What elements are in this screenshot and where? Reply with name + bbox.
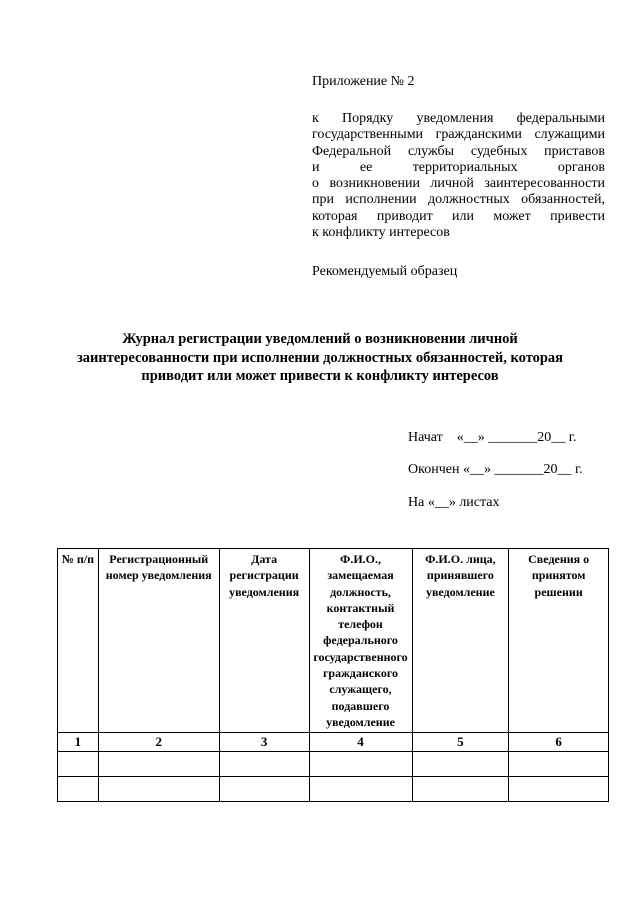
header-cell-registration-number: Регистрационный номер уведомления (98, 549, 219, 733)
table-cell (58, 777, 99, 802)
table-column-numbers-row (58, 733, 609, 752)
table-cell (219, 777, 309, 802)
column-number: 4 (309, 733, 412, 752)
appendix-line: при исполнении должностных обязанностей, (312, 192, 605, 208)
table-header-row (58, 549, 609, 733)
journal-sheets-count: На «__» листах (408, 495, 500, 510)
table-row (58, 752, 609, 777)
table-cell (509, 752, 609, 777)
title-line: Журнал регистрации уведомлений о возникновении личной (122, 331, 518, 347)
appendix-line: и ее территориальных органов (312, 159, 605, 175)
column-number: 2 (98, 733, 219, 752)
table-cell (412, 752, 509, 777)
column-number: 6 (509, 733, 609, 752)
header-cell-decision: Сведения о принятом решении (509, 549, 609, 733)
table-cell (219, 752, 309, 777)
appendix-line: к конфликту интересов (312, 225, 450, 241)
document-title (40, 330, 600, 386)
appendix-line: Федеральной службы судебных приставов (312, 143, 605, 159)
table-row (58, 777, 609, 802)
recommended-sample-label: Рекомендуемый образец (312, 264, 458, 279)
table-cell (98, 752, 219, 777)
appendix-line: о возникновении личной заинтересованности (312, 176, 605, 192)
title-line: заинтересованности при исполнении должностных обязанностей, которая (76, 349, 564, 366)
header-cell-registration-date: Дата регистрации уведомления (219, 549, 309, 733)
header-cell-employee-info: Ф.И.О., замещаемая должность, контактный телефон федерального государственного гражданского служащего, подавшего уведомление (309, 549, 412, 733)
journal-started-date: Начат «__» _______20__ г. (408, 430, 577, 445)
appendix-description (312, 111, 605, 241)
column-number: 3 (219, 733, 309, 752)
table-cell (309, 752, 412, 777)
table-cell (309, 777, 412, 802)
title-line: приводит или может привести к конфликту интересов (141, 368, 499, 384)
header-cell-receiver: Ф.И.О. лица, принявшего уведомление (412, 549, 509, 733)
appendix-line: государственными гражданскими служащими (312, 127, 605, 143)
column-number: 1 (58, 733, 99, 752)
registration-journal-table (57, 548, 609, 802)
table-cell (412, 777, 509, 802)
column-number: 5 (412, 733, 509, 752)
table-cell (58, 752, 99, 777)
appendix-number: Приложение № 2 (312, 74, 415, 89)
header-cell-number: № п/п (58, 549, 99, 733)
appendix-line: к Порядку уведомления федеральными (312, 111, 605, 126)
table-cell (509, 777, 609, 802)
table-cell (98, 777, 219, 802)
journal-ended-date: Окончен «__» _______20__ г. (408, 462, 583, 477)
appendix-line: которая приводит или может привести (312, 208, 605, 224)
